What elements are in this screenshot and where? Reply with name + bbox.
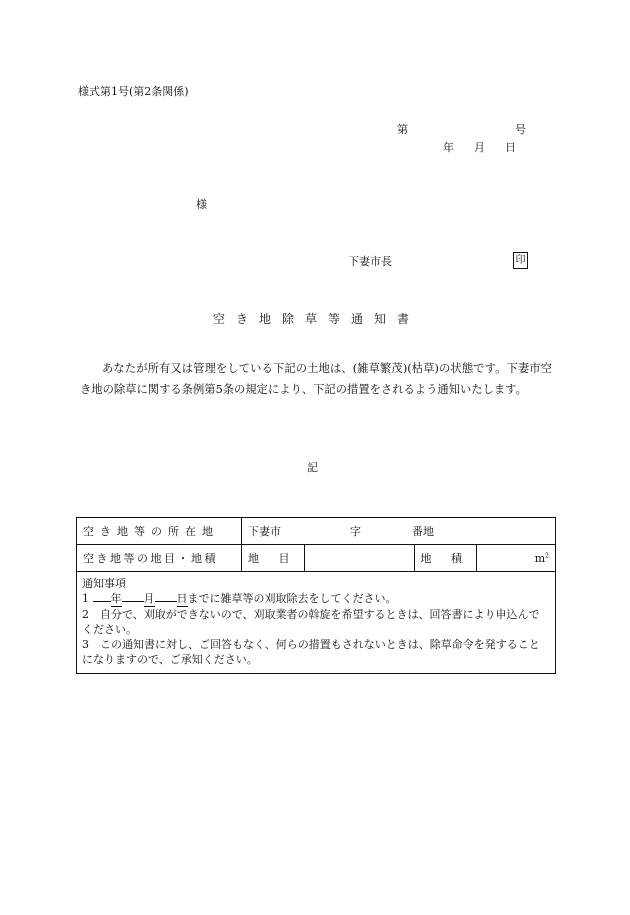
date-month: 月 — [474, 141, 485, 154]
details-table — [76, 517, 556, 674]
notes-item-2: 2 自分で、刈取ができないので、刈取業者の斡旋を希望するときは、回答書により申込んでください。 — [82, 608, 540, 636]
document-number-label: 第 — [397, 123, 408, 136]
area-unit: m — [534, 551, 546, 565]
location-aza: 字 — [350, 525, 361, 538]
document-number-suffix: 号 — [515, 123, 526, 136]
date-year: 年 — [443, 141, 454, 154]
form-number: 様式第1号(第2条関係) — [78, 85, 189, 98]
issue-date — [443, 142, 516, 153]
seal-box: 印 — [513, 252, 528, 269]
land-row — [77, 545, 556, 572]
chimoku-label: 地 目 — [242, 545, 305, 572]
location-value — [242, 518, 556, 545]
date-day: 日 — [505, 141, 516, 154]
chiseki-value — [477, 545, 556, 572]
sender-name: 下妻市長 — [348, 255, 392, 268]
ki-heading: 記 — [307, 461, 318, 474]
chimoku-value — [304, 545, 414, 572]
document-title: 空き地除草等通知書 — [213, 312, 421, 326]
location-city: 下妻市 — [248, 525, 281, 538]
location-label: 空き地等の所在地 — [77, 518, 242, 545]
addressee-suffix: 様 — [196, 198, 207, 211]
location-row — [77, 518, 556, 545]
chiseki-label: 地 積 — [414, 545, 477, 572]
area-unit-superscript: 2 — [545, 551, 549, 559]
land-label: 空き地等の地目・地積 — [77, 545, 242, 572]
notice-body: あなたが所有又は管理をしている下記の土地は、(雑草繁茂)(枯草)の状態です。下妻市空き地の除草に関する条例第5条の規定により、下記の措置をされるよう通知いたします。 — [80, 362, 552, 396]
location-banchi: 番地 — [412, 525, 434, 538]
notes-heading: 通知事項 — [82, 577, 126, 590]
notes-cell — [77, 572, 556, 674]
notes-row — [77, 572, 556, 674]
notes-item-3: 3 この通知書に対し、ご回答もなく、何らの措置もされないときは、除草命令を発することになりますので、ご承知ください。 — [82, 638, 540, 666]
notes-item-1: 1 年 月 日までに雑草等の刈取除去をしてください。 — [82, 592, 397, 605]
